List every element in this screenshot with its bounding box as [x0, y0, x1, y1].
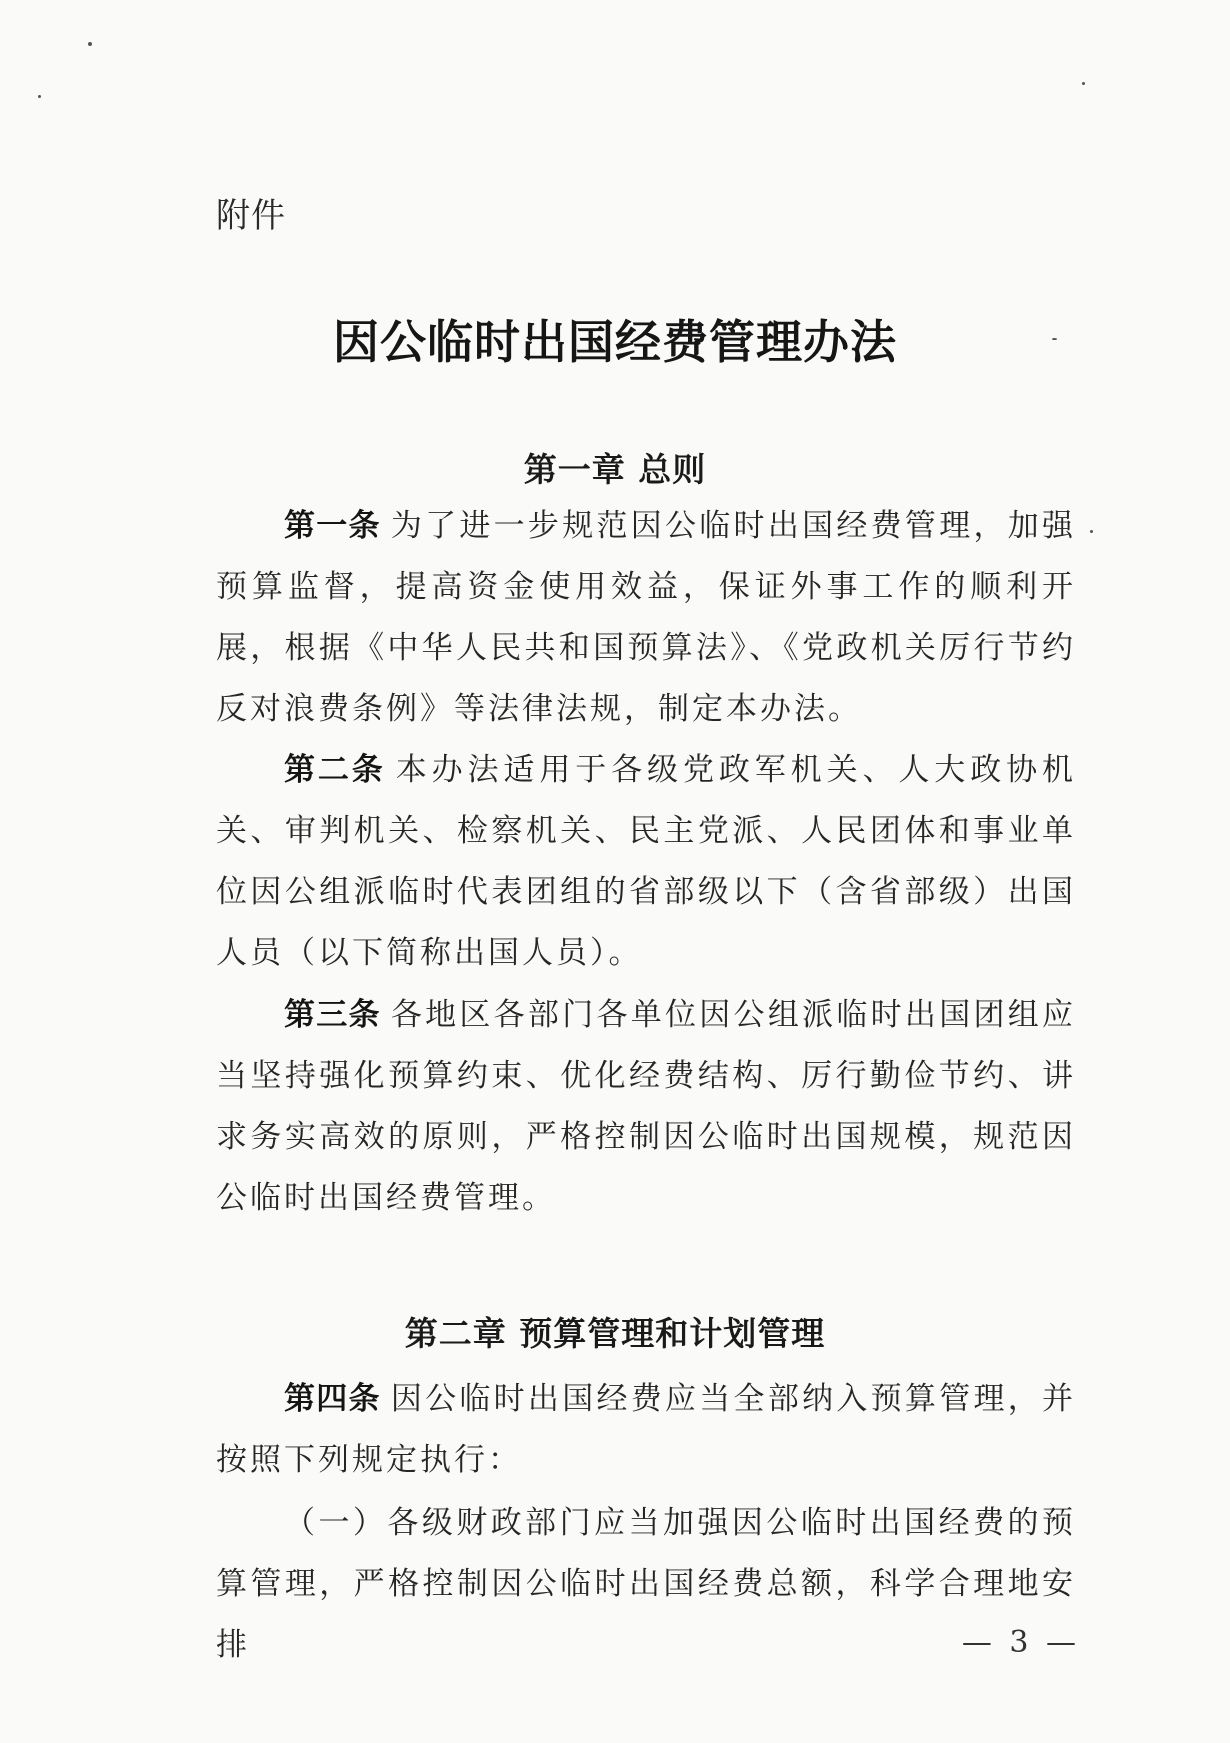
- article-label: 第三条: [284, 997, 381, 1033]
- clause-text: （一）各级财政部门应当加强因公临时出国经费的预算管理，严格控制因公临时出国经费总额，科学合理地安排: [216, 1505, 1076, 1663]
- article-label: 第四条: [284, 1381, 381, 1417]
- article-paragraph: [216, 740, 1076, 984]
- article-text: 本办法适用于各级党政军机关、人大政协机关、审判机关、检察机关、民主党派、人民团体和事业单位因公组派临时代表团组的省部级以下（含省部级）出国人员（以下简称出国人员）。: [216, 752, 1077, 971]
- article-paragraph: [216, 985, 1076, 1229]
- article-paragraph: [216, 496, 1076, 740]
- clause-paragraph: [216, 1493, 1076, 1676]
- chapter-heading: 第二章 预算管理和计划管理: [404, 1314, 826, 1353]
- article-text: 因公临时出国经费应当全部纳入预算管理，并按照下列规定执行：: [216, 1381, 1077, 1478]
- chapter-heading: 第一章 总则: [523, 450, 707, 489]
- scan-speck: [88, 42, 92, 46]
- article-text: 各地区各部门各单位因公组派临时出国团组应当坚持强化预算约束、优化经费结构、厉行勤俭节约、讲求务实高效的原则，严格控制因公临时出国规模，规范因公临时出国经费管理。: [216, 997, 1077, 1216]
- article-paragraph: [216, 1369, 1076, 1491]
- article-label: 第一条: [284, 508, 381, 544]
- attachment-label: 附件: [216, 196, 286, 236]
- article-text: 为了进一步规范因公临时出国经费管理，加强预算监督，提高资金使用效益，保证外事工作的顺利开展，根据《中华人民共和国预算法》、《党政机关厉行节约反对浪费条例》等法律法规，制定本办法。: [216, 508, 1077, 727]
- scan-speck: [1090, 530, 1093, 533]
- scan-speck: [1082, 82, 1085, 85]
- scan-speck: [38, 95, 41, 98]
- page-number: — 3 —: [961, 1625, 1080, 1660]
- article-label: 第二条: [284, 752, 386, 788]
- document-title: 因公临时出国经费管理办法: [333, 315, 897, 369]
